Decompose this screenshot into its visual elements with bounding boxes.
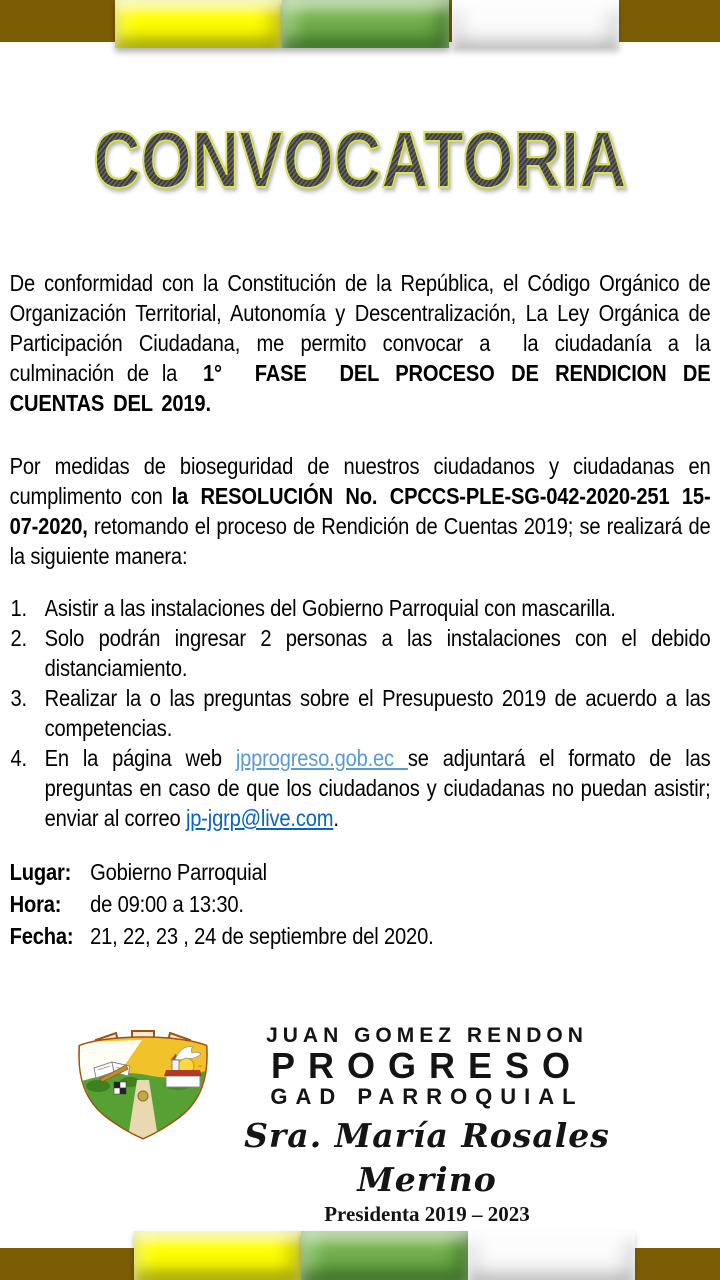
president-signature: Sra. María Rosales Merino: [244, 1116, 610, 1199]
text-run: la RESOLUCIÓN No. CPCCS-PLE-SG-042-2020-251 15-07-2020,: [9, 483, 711, 539]
detail-value: 21, 22, 23 , 24 de septiembre del 2020.: [90, 923, 434, 949]
website-link[interactable]: jpprogreso.gob.ec: [235, 745, 408, 771]
text-run: Asistir a las instalaciones del Gobierno Parroquial con mascarilla.: [44, 595, 616, 621]
deco-block-white-bottom: [468, 1231, 635, 1280]
text-run: .: [333, 805, 339, 831]
org-name-line3: GAD PARROQUIAL: [270, 1084, 584, 1109]
list-item: [10, 593, 711, 623]
detail-row-fecha: [10, 920, 711, 952]
deco-block-yellow-bottom: [134, 1231, 301, 1280]
text-run: retomando el proceso de Rendición de Cuentas 2019; se realizará de la siguiente manera:: [9, 513, 711, 569]
detail-row-hora: [10, 888, 711, 920]
paragraph-biosecurity: [10, 451, 711, 571]
detail-value: Gobierno Parroquial: [90, 859, 267, 885]
text-run: En la página web: [44, 745, 236, 771]
list-item-text: [45, 683, 711, 743]
detail-row-lugar: [10, 856, 711, 888]
instructions-list: [10, 593, 711, 833]
list-item: [10, 623, 711, 683]
deco-block-green-bottom: [301, 1231, 468, 1280]
detail-label: Hora:: [9, 891, 62, 917]
list-item: [10, 743, 711, 833]
list-item-text: [45, 623, 711, 683]
paragraph-legal-basis: [10, 268, 711, 418]
president-term: Presidenta 2019 – 2023: [324, 1202, 530, 1226]
list-item-number: 2.: [10, 625, 27, 651]
deco-block-green-top: [282, 0, 449, 48]
email-link[interactable]: jp-jgrp@live.com: [185, 805, 334, 831]
list-item-text: [45, 743, 711, 833]
text-run: Por medidas de bioseguridad de nuestros ciudadanos y ciudadanas en cumplimento con: [9, 453, 711, 509]
deco-block-yellow-top: [115, 0, 282, 48]
logo-text-block: [218, 1018, 630, 1226]
org-name-line2: PROGRESO: [270, 1045, 584, 1086]
page-title: CONVOCATORIA: [0, 116, 720, 204]
list-item-number: 4.: [10, 745, 27, 771]
text-run: Solo podrán ingresar 2 personas a las instalaciones con el debido distanciamiento.: [44, 625, 711, 681]
text-run: Realizar la o las preguntas sobre el Presupuesto 2019 de acuerdo a las competencias.: [44, 685, 711, 741]
text-run: 1° FASE DEL PROCESO DE RENDICION DE CUENTAS DEL 2019.: [9, 360, 711, 416]
text-run: se adjuntará el formato de las preguntas en caso de que los ciudadanos y ciudadanas no puedan asistir; enviar al correo: [44, 745, 711, 831]
list-item-text: [45, 593, 711, 623]
body-content: [0, 268, 720, 952]
org-name-line1: JUAN GOMEZ RENDON: [266, 1024, 588, 1047]
institution-logo: [68, 1018, 630, 1226]
detail-label: Fecha:: [9, 923, 74, 949]
detail-label: Lugar:: [9, 859, 72, 885]
event-details: [10, 856, 711, 952]
list-item-number: 3.: [10, 685, 27, 711]
text-run: De conformidad con la Constitución de la República, el Código Orgánico de Organización Territorial, Autonomía y Descentralización, La Ley Orgánica de Participación Ciudadana, me permito convocar a la ciudadanía a la culminación de la: [9, 270, 711, 386]
list-item-number: 1.: [10, 595, 27, 621]
list-item: [10, 683, 711, 743]
detail-value: de 09:00 a 13:30.: [90, 891, 244, 917]
parish-coat-of-arms-icon: [68, 1024, 218, 1142]
deco-block-white-top: [452, 0, 619, 48]
